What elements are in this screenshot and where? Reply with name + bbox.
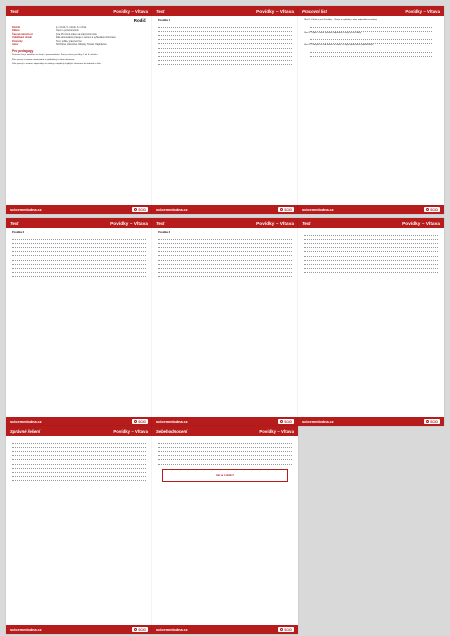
tasks (298, 19, 444, 57)
scio-logo: SCIO (278, 419, 294, 424)
scio-logo: SCIO (132, 419, 148, 424)
band-title: Povídky – Vltava (256, 8, 294, 14)
scio-logo: SCIO (278, 627, 294, 632)
section-body: Pracovní list je zaměřen na čtení s porozuměním. Text je určen pro žáky 4. až 6. ročníku. Žáci pracují s textem samostatně a vyhledávají v něm informace. Dále pracují s textem, odpovídají na otázky a doplňují chybějící informace do tabulek a úloh. (12, 54, 102, 66)
scio-logo-icon (280, 208, 283, 211)
scio-logo-icon (280, 628, 283, 631)
footer-url[interactable]: scioemedodna.cz (156, 207, 188, 212)
footer-url[interactable]: scioemedodna.cz (156, 627, 188, 632)
scio-logo: SCIO (132, 207, 148, 212)
page-band (6, 218, 152, 228)
page-footer (6, 625, 152, 634)
footer-url[interactable]: scioemedodna.cz (10, 627, 42, 632)
solution-block (6, 440, 152, 481)
page-heading: Rodič (133, 18, 146, 23)
page-footer (152, 417, 298, 426)
page-band (298, 218, 444, 228)
story-title: Povídka 3 (158, 231, 171, 234)
band-direction: Sebehodnocení (156, 428, 188, 434)
text-block (152, 24, 298, 65)
scio-logo: SCIO (424, 419, 440, 424)
band-title: Povídky – Vltava (259, 428, 294, 434)
page-band (6, 426, 152, 436)
page-band (152, 426, 298, 436)
footer-url[interactable]: scioemedodna.cz (10, 419, 42, 424)
page-footer (152, 625, 298, 634)
footer-url[interactable]: scioemedodna.cz (302, 419, 334, 424)
text-block (152, 236, 298, 277)
page-footer (6, 417, 152, 426)
page-text-3 (152, 218, 298, 426)
footer-url[interactable]: scioemedodna.cz (156, 419, 188, 424)
field-row: Oblast Čtení s porozuměním (12, 29, 79, 33)
page-footer (298, 205, 444, 214)
scio-logo-icon (134, 628, 137, 631)
band-direction: Pracovní list (302, 8, 327, 14)
self-evaluation-box[interactable]: Jak se ti dařilo? (162, 469, 288, 482)
story-title: Povídka 2 (12, 231, 25, 234)
band-title: Povídky – Vltava (113, 428, 148, 434)
band-direction: Text (156, 220, 165, 226)
band-title: Povídky – Vltava (405, 8, 440, 14)
page-band (298, 6, 444, 16)
field-row: Časová náročnost Cca 45 minut práce na pracovním listu (12, 32, 97, 36)
scio-logo-icon (134, 420, 137, 423)
task: Úkol 3: Zamysli se nad textem a napiš, co bylo podle tebe nejdůležitější. (304, 44, 374, 47)
page-text-2 (6, 218, 152, 426)
field-row: Ročník 4. ročník, 5. ročník, 6. ročník (12, 26, 87, 29)
page-band (152, 6, 298, 16)
band-direction: Správné řešení (10, 428, 41, 434)
footer-url[interactable]: scioemedodna.cz (302, 207, 334, 212)
page-footer (152, 205, 298, 214)
text-block (298, 232, 444, 273)
scio-logo-icon (280, 420, 283, 423)
scio-logo-icon (134, 208, 137, 211)
band-title: Povídky – Vltava (110, 220, 148, 226)
task: Úkol 1: Přečti si text Povídky – Vltava a vyhledej v něm odpovědi na otázky. (304, 19, 378, 21)
field-row: Vzdělávací obsah Žák samostatně pracuje s textem a vyhledává informace (12, 36, 116, 40)
page-spravne-reseni (6, 426, 152, 634)
band-title: Povídky – Vltava (256, 220, 294, 226)
scio-logo: SCIO (278, 207, 294, 212)
page-rodic (6, 6, 152, 214)
section-title: Pro pedagogy (12, 49, 34, 54)
field-row: Pomůcky Text, tužka, pracovní list (12, 39, 82, 43)
page-text-blank (298, 218, 444, 426)
page-text-1 (152, 6, 298, 214)
text-block (6, 236, 152, 277)
scio-logo-icon (426, 208, 429, 211)
page-pracovni-list (298, 6, 444, 214)
band-direction: Text (156, 8, 165, 14)
scio-logo-icon (426, 420, 429, 423)
page-footer (6, 205, 152, 214)
task: Úkol 2: Vyber z textu správné odpovědi a zapiš je na řádky. (304, 31, 362, 34)
self-evaluation-text (152, 440, 298, 465)
page-band (6, 6, 152, 16)
scio-logo: SCIO (424, 207, 440, 212)
footer-url[interactable]: scioemedodna.cz (10, 207, 42, 212)
page-sebehodnoceni (152, 426, 298, 634)
band-title: Povídky – Vltava (113, 8, 148, 14)
page-band (152, 218, 298, 228)
scio-logo: SCIO (132, 627, 148, 632)
band-direction: Text (10, 220, 19, 226)
field-row: Autor SCIOdna, Zázvorka, Nikolaj, Tomáš, Hajduková (12, 43, 107, 47)
band-direction: Text (10, 8, 19, 14)
story-title: Povídka 1 (158, 19, 171, 22)
band-title: Povídky – Vltava (402, 220, 440, 226)
band-direction: Text (302, 220, 311, 226)
page-footer (298, 417, 444, 426)
